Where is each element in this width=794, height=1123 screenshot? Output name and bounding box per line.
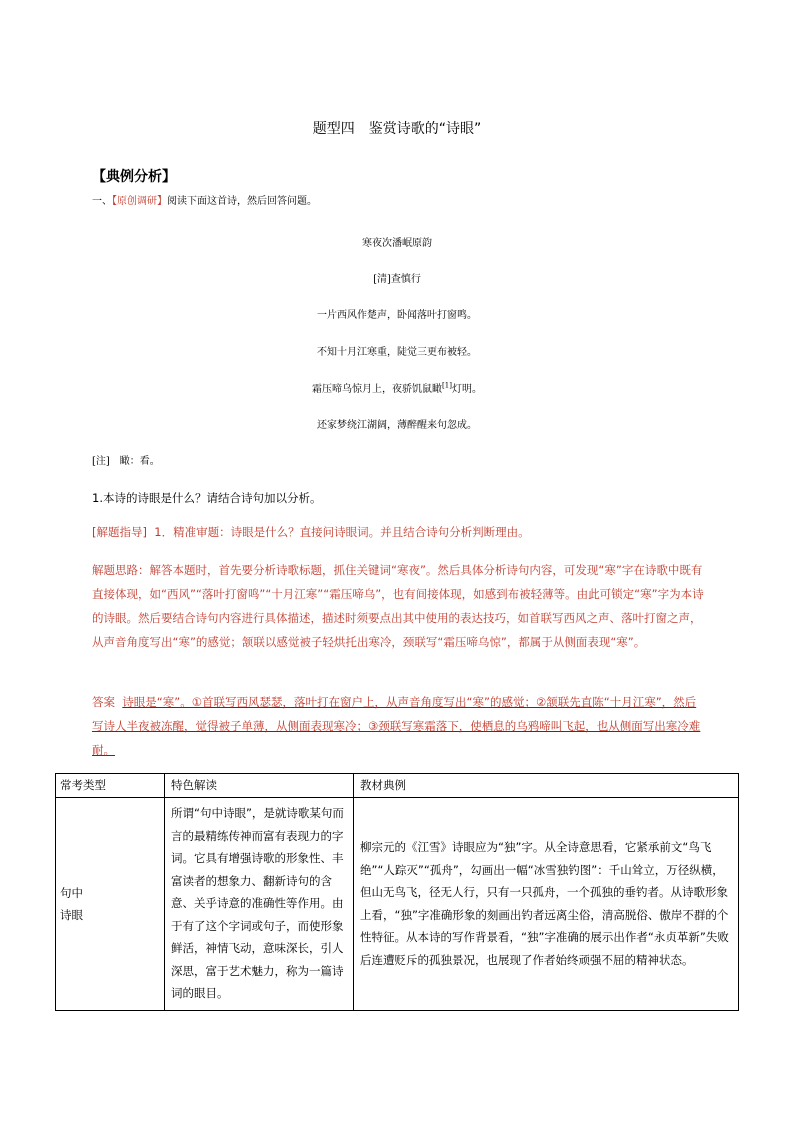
table-cell-type: 句中 诗眼: [56, 797, 165, 1010]
section-heading: 【典例分析】: [92, 169, 176, 185]
table-header: 教材典例: [354, 774, 739, 798]
table-header: 常考类型: [56, 774, 165, 798]
guide: [92, 524, 530, 540]
question-intro: [92, 192, 317, 207]
question-text: 1.本诗的诗眼是什么？请结合诗句加以分析。: [92, 491, 322, 505]
table-header: 特色解读: [165, 774, 354, 798]
analysis-text: 解题思路：解答本题时，首先要分析诗歌标题，抓住关键词“寒夜”。然后具体分析诗句内容，可发现“寒”字在诗歌中既有直接体现，如“西风”“落叶打窗鸣”“十月江寒”“霜压啼乌”，也有间接体现，如感到布被轻薄等。由此可锁定“寒”字为本诗的诗眼。然后要结合诗句内容进行具体描述，描述时须要点出其中使用的表达技巧，如首联写西风之声、落叶打窗之声，从声音角度写出“寒”的感觉；颔联以感觉被子轻烘托出寒冷，颈联写“霜压啼乌惊”，都属于从侧面表现“寒”。: [92, 563, 704, 649]
guide-label: [解题指导]: [92, 525, 147, 539]
poem-line-3: [0, 380, 794, 395]
question-tag: 【原创调研】: [112, 196, 167, 207]
poem-line-4: 还家梦绕江湖阔，薄醉醒来句忽成。: [317, 420, 477, 431]
answer-label: 答案: [92, 695, 115, 709]
poem-line-2: 不知十月江寒重，陡觉三更布被轻。: [317, 347, 477, 358]
answer-text: 诗眼是“寒”。①首联写西风瑟瑟，落叶打在窗户上，从声音角度写出“寒”的感觉；②颔联先直陈“十月江寒”，然后写诗人半夜被冻醒，觉得被子单薄，从侧面表现寒冷；③颈联写寒霜落下，使栖息的乌鸦啼叫飞起，也从侧面写出寒冷难耐。: [92, 695, 701, 757]
answer: [92, 690, 702, 762]
poem-author: [清]查慎行: [373, 274, 421, 285]
poem-line-3-a: 霜压啼乌惊月上，夜骄饥鼠瞰: [312, 384, 443, 395]
poem-note: [注] 瞰：看。: [92, 456, 160, 467]
table-cell-feature: 所谓“句中诗眼”，是就诗歌某句而言的最精练传神而富有表现力的字词。它具有增强诗歌的形象性、丰富读者的想象力、翻新诗句的含意、关乎诗意的准确性等作用。由于有了这个字词或句子，而使形象鲜活，神情飞动，意味深长，引人深思，富于艺术魅力，称为一篇诗词的眼目。: [165, 797, 354, 1010]
question-intro-text: 阅读下面这首诗，然后回答问题。: [167, 196, 317, 207]
poem-line-1: 一片西风作楚声，卧闻落叶打窗鸣。: [317, 310, 477, 321]
knowledge-table: [55, 773, 739, 1011]
poem-line-3-b: 灯明。: [451, 384, 482, 395]
table-header-row: [56, 774, 739, 798]
guide-text: 1．精准审题：诗眼是什么？直接问诗眼词。并且结合诗句分析判断理由。: [154, 525, 530, 539]
footnote-marker: [1]: [442, 381, 452, 390]
poem-title: 寒夜次潘岷原韵: [362, 238, 432, 249]
table-cell-example: 柳宗元的《江雪》诗眼应为“独”字。从全诗意思看，它紧承前文“鸟飞绝”“人踪灭”“孤舟”，勾画出一幅“冰雪独钓图”：千山耸立，万径纵横，但山无鸟飞，径无人行，只有一只孤舟，一个孤独的垂钓者。从诗歌形象上看，“独”字准确形象的刻画出钓者远离尘俗，清高脱俗、傲岸不群的个性特征。从本诗的写作背景看，“独”字准确的展示出作者“永贞革新”失败后连遭贬斥的孤独景况，也展现了作者始终顽强不屈的精神状态。: [354, 797, 739, 1010]
page-title: 题型四 鉴赏诗歌的“诗眼”: [312, 121, 482, 137]
question-number: 一、: [92, 196, 112, 207]
table-row: [56, 797, 739, 1010]
